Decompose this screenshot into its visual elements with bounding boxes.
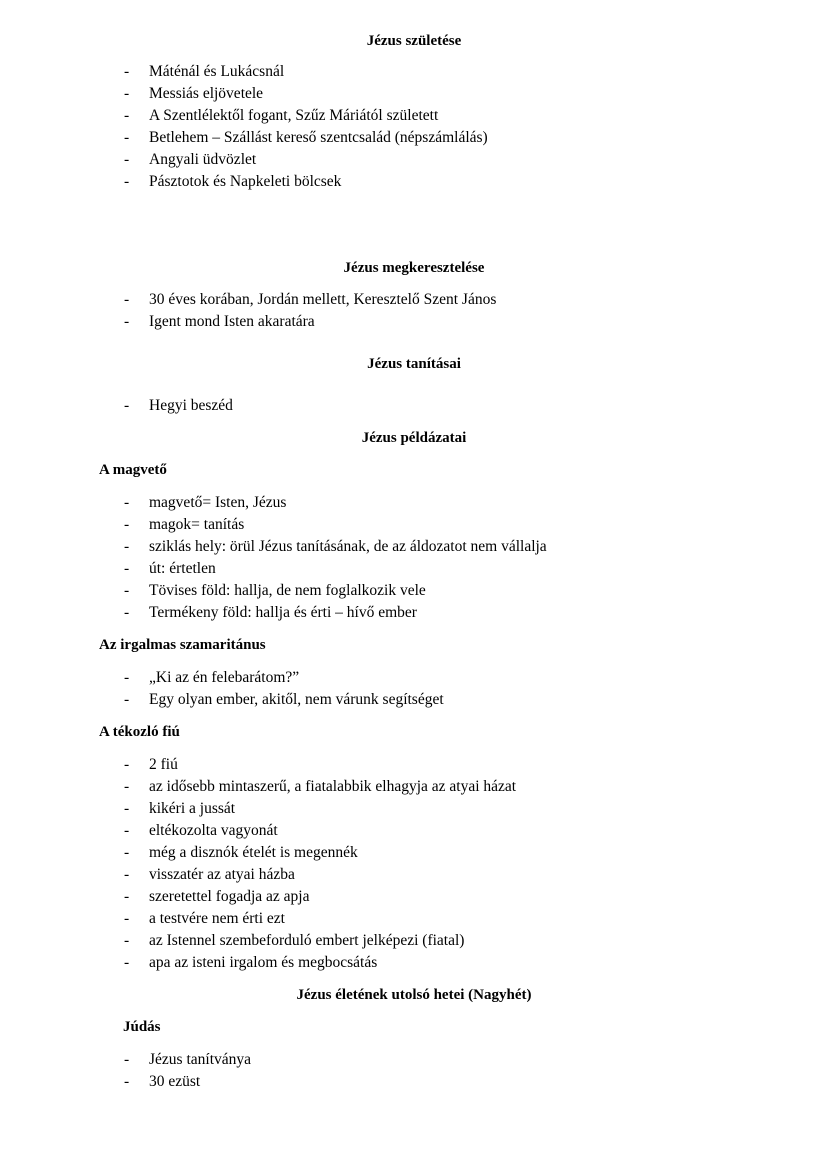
list-item: - visszatér az atyai házba	[0, 864, 828, 886]
list-item: - Tövises föld: hallja, de nem foglalkozik vele	[0, 580, 828, 602]
bullet-dash: -	[124, 691, 130, 708]
list-item: - eltékozolta vagyonát	[0, 820, 828, 842]
bullet-dash: -	[124, 888, 130, 905]
bullet-dash: -	[124, 910, 130, 927]
list-item: - Jézus tanítványa	[0, 1049, 828, 1071]
list-item: - 30 éves korában, Jordán mellett, Keresztelő Szent János	[0, 289, 828, 311]
bullet-dash: -	[124, 778, 130, 795]
list-baptism	[0, 289, 828, 333]
list-item: - Messiás eljövetele	[0, 83, 828, 105]
list-item: - Betlehem – Szállást kereső szentcsalád (népszámlálás)	[0, 127, 828, 149]
list-item: - 2 fiú	[0, 754, 828, 776]
bullet-dash: -	[124, 397, 130, 414]
heading-birth: Jézus születése	[366, 33, 462, 49]
bullet-dash: -	[124, 560, 130, 577]
list-item: - Pásztotok és Napkeleti bölcsek	[0, 171, 828, 193]
list-item: - Egy olyan ember, akitől, nem várunk segítséget	[0, 689, 828, 711]
bullet-dash: -	[124, 107, 130, 124]
bullet-dash: -	[124, 494, 130, 511]
bullet-dash: -	[124, 954, 130, 971]
list-sower	[0, 492, 828, 624]
list-item: - az Istennel szembeforduló embert jelképezi (fiatal)	[0, 930, 828, 952]
bullet-dash: -	[124, 582, 130, 599]
subheading-sower: A magvető	[99, 462, 167, 478]
list-item: - a testvére nem érti ezt	[0, 908, 828, 930]
list-item: - kikéri a jussát	[0, 798, 828, 820]
bullet-dash: -	[124, 129, 130, 146]
heading-parables: Jézus példázatai	[361, 430, 467, 446]
bullet-dash: -	[124, 866, 130, 883]
list-item: - még a disznók ételét is megennék	[0, 842, 828, 864]
bullet-dash: -	[124, 756, 130, 773]
heading-teachings: Jézus tanításai	[367, 356, 461, 372]
list-item: - út: értetlen	[0, 558, 828, 580]
bullet-dash: -	[124, 669, 130, 686]
subheading-samaritan: Az irgalmas szamaritánus	[99, 637, 266, 653]
list-birth	[0, 61, 828, 193]
list-item: - „Ki az én felebarátom?”	[0, 667, 828, 689]
list-item: - magok= tanítás	[0, 514, 828, 536]
bullet-dash: -	[124, 63, 130, 80]
subheading-judas: Júdás	[123, 1019, 161, 1035]
list-item: - A Szentlélektől fogant, Szűz Máriától született	[0, 105, 828, 127]
list-item: - magvető= Isten, Jézus	[0, 492, 828, 514]
heading-holyweek: Jézus életének utolsó hetei (Nagyhét)	[296, 987, 532, 1003]
bullet-dash: -	[124, 932, 130, 949]
bullet-dash: -	[124, 151, 130, 168]
list-item: - az idősebb mintaszerű, a fiatalabbik elhagyja az atyai házat	[0, 776, 828, 798]
list-item: - Termékeny föld: hallja és érti – hívő ember	[0, 602, 828, 624]
list-item: - Hegyi beszéd	[0, 395, 828, 417]
bullet-dash: -	[124, 844, 130, 861]
list-item: - Máténál és Lukácsnál	[0, 61, 828, 83]
bullet-dash: -	[124, 800, 130, 817]
bullet-dash: -	[124, 291, 130, 308]
bullet-dash: -	[124, 822, 130, 839]
list-judas	[0, 1049, 828, 1093]
list-teachings	[0, 395, 828, 417]
list-item: - apa az isteni irgalom és megbocsátás	[0, 952, 828, 974]
bullet-dash: -	[124, 538, 130, 555]
list-item: - Igent mond Isten akaratára	[0, 311, 828, 333]
subheading-prodigal: A tékozló fiú	[99, 724, 180, 740]
bullet-dash: -	[124, 516, 130, 533]
list-item: - Angyali üdvözlet	[0, 149, 828, 171]
bullet-dash: -	[124, 1073, 130, 1090]
bullet-dash: -	[124, 1051, 130, 1068]
heading-baptism: Jézus megkeresztelése	[343, 260, 485, 276]
list-item: - szeretettel fogadja az apja	[0, 886, 828, 908]
list-samaritan	[0, 667, 828, 711]
list-prodigal	[0, 754, 828, 974]
bullet-dash: -	[124, 173, 130, 190]
bullet-dash: -	[124, 313, 130, 330]
list-item: - 30 ezüst	[0, 1071, 828, 1093]
bullet-dash: -	[124, 604, 130, 621]
list-item: - sziklás hely: örül Jézus tanításának, de az áldozatot nem vállalja	[0, 536, 828, 558]
bullet-dash: -	[124, 85, 130, 102]
